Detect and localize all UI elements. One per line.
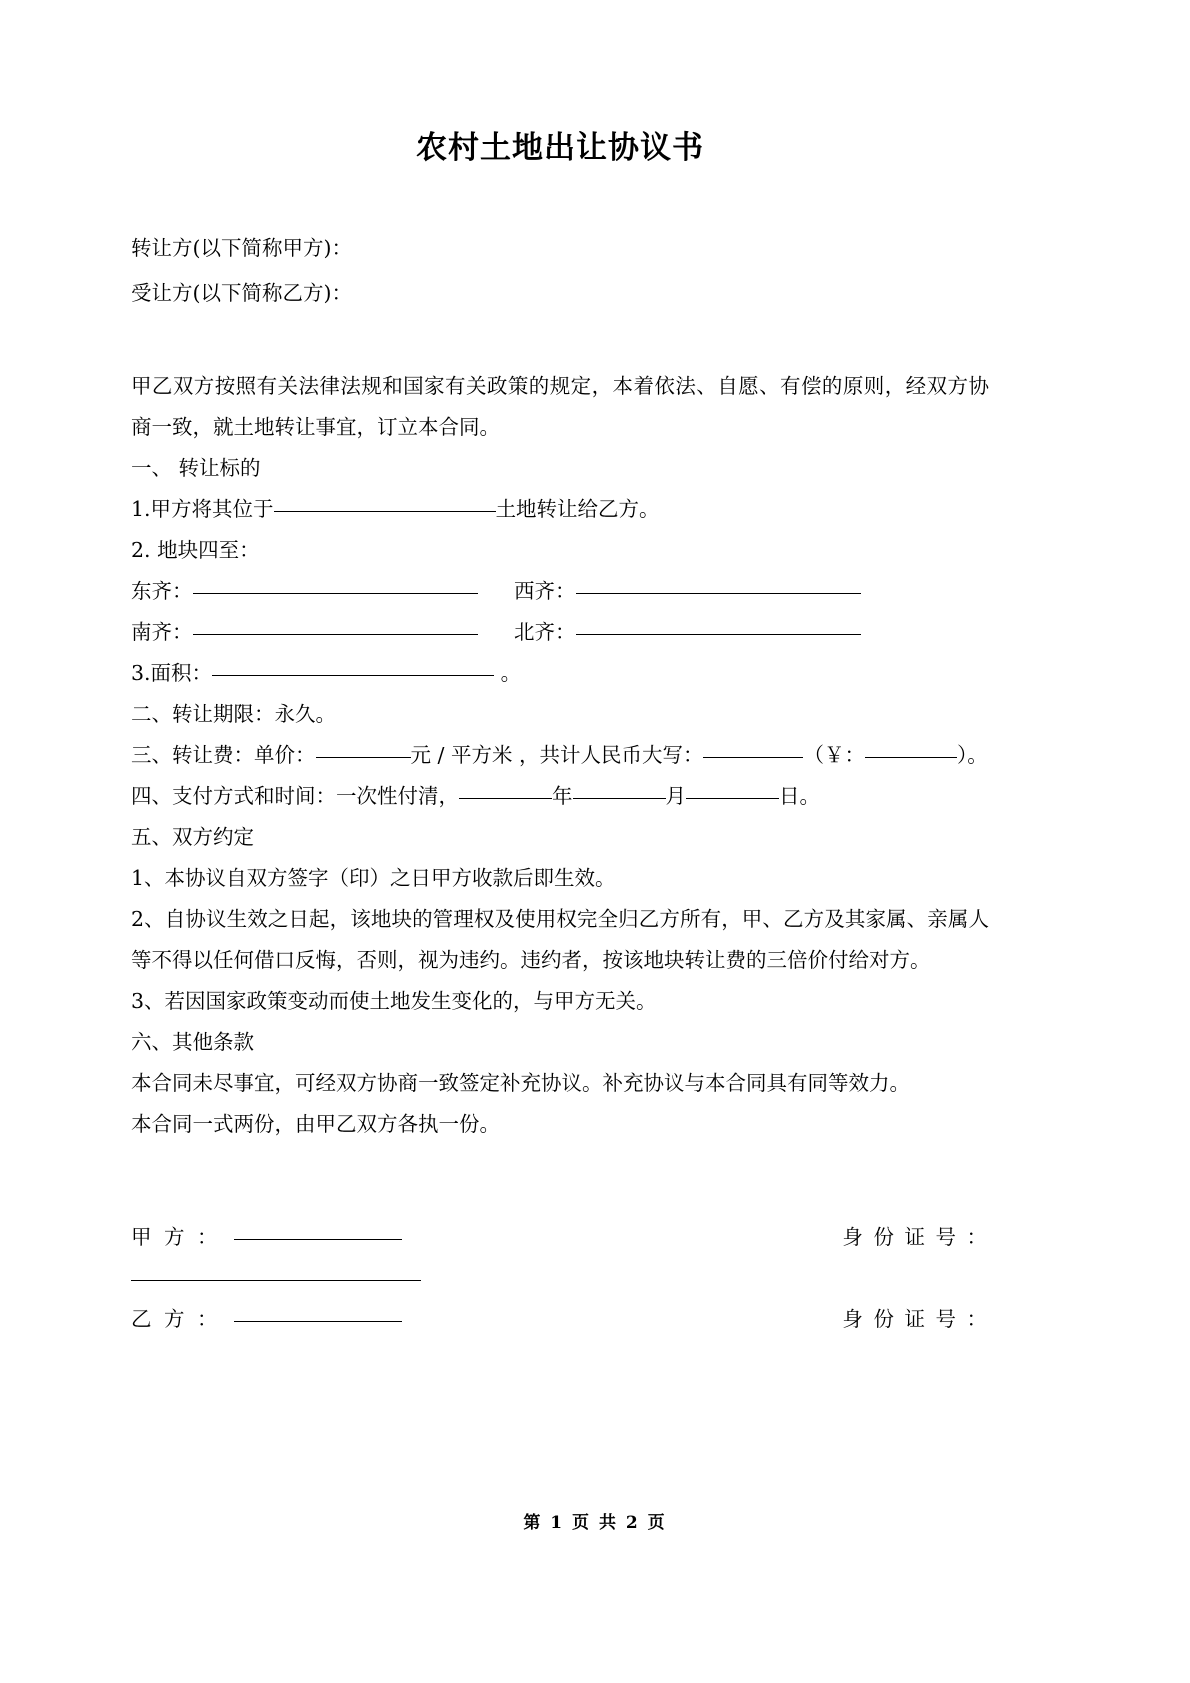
fee-mid: 元 / 平方米 ，共计人民币大写： bbox=[410, 743, 704, 768]
spacer-signature bbox=[131, 1145, 989, 1195]
section-3-fee bbox=[131, 735, 989, 776]
item-1-suffix: 土地转让给乙方。 bbox=[495, 497, 660, 522]
fee-prefix: 三、转让费：单价： bbox=[131, 743, 316, 768]
location-blank[interactable] bbox=[274, 510, 496, 512]
section-5-heading: 五、双方约定 bbox=[131, 825, 254, 850]
total-words-blank[interactable] bbox=[703, 756, 803, 758]
signature-row-party-a bbox=[131, 1217, 989, 1258]
section-1-item-3 bbox=[131, 653, 989, 694]
section-1-heading: 一、 转让标的 bbox=[131, 456, 261, 481]
boundary-west-label: 西齐： bbox=[514, 579, 576, 604]
boundary-row-south-north bbox=[131, 612, 989, 653]
year-label: 年 bbox=[552, 784, 573, 809]
boundary-east-label: 东齐： bbox=[131, 579, 193, 604]
signature-row-party-b bbox=[131, 1299, 989, 1340]
party-a-overflow-blank-row bbox=[131, 1258, 989, 1299]
party-block bbox=[131, 226, 989, 316]
fee-currency-close: ）。 bbox=[956, 743, 988, 768]
payment-prefix: 四、支付方式和时间：一次性付清， bbox=[131, 784, 459, 809]
section-4-payment bbox=[131, 776, 989, 817]
spacer-signature-2 bbox=[131, 1195, 989, 1217]
party-a-overflow-blank[interactable] bbox=[131, 1279, 421, 1281]
transferee-line: 受让方(以下简称乙方)： bbox=[131, 281, 352, 306]
boundary-north-blank[interactable] bbox=[576, 633, 861, 635]
boundary-east-blank[interactable] bbox=[193, 592, 478, 594]
party-b-blank[interactable] bbox=[234, 1320, 402, 1322]
transferor-line: 转让方(以下简称甲方)： bbox=[131, 236, 352, 261]
document-body bbox=[131, 0, 989, 1340]
section-5-item-1: 1、本协议自双方签字（印）之日甲方收款后即生效。 bbox=[131, 866, 616, 891]
spacer-preamble bbox=[131, 316, 989, 366]
boundary-row-east-west bbox=[131, 571, 989, 612]
fee-currency-open: （￥： bbox=[803, 743, 865, 768]
area-suffix: 。 bbox=[500, 661, 522, 686]
section-2-term: 二、转让期限：永久。 bbox=[131, 702, 336, 727]
area-label: 3.面积： bbox=[131, 661, 213, 686]
section-5-item-3: 3、若因国家政策变动而使土地发生变化的，与甲方无关。 bbox=[131, 989, 657, 1014]
section-1-item-1 bbox=[131, 489, 989, 530]
section-6-heading: 六、其他条款 bbox=[131, 1030, 254, 1055]
boundary-south-blank[interactable] bbox=[193, 633, 478, 635]
party-b-id-label: 身 份 证 号 ： bbox=[842, 1307, 989, 1332]
party-b-signature bbox=[131, 1299, 402, 1340]
boundary-west bbox=[514, 571, 989, 612]
section-6-paragraph-1: 本合同未尽事宜，可经双方协商一致签定补充协议。补充协议与本合同具有同等效力。 bbox=[131, 1071, 910, 1096]
unit-price-blank[interactable] bbox=[316, 756, 411, 758]
section-5-item-2: 2、自协议生效之日起，该地块的管理权及使用权完全归乙方所有，甲、乙方及其家属、亲属人等不得以任何借口反悔，否则，视为违约。违约者，按该地块转让费的三倍价付给对方。 bbox=[131, 907, 989, 973]
page-title: 农村土地出让协议书 bbox=[416, 130, 704, 166]
boundary-east bbox=[131, 571, 514, 612]
party-a-label: 甲 方 ： bbox=[131, 1225, 221, 1250]
party-a-blank[interactable] bbox=[234, 1238, 402, 1240]
month-label: 月 bbox=[665, 784, 686, 809]
party-b-label: 乙 方 ： bbox=[131, 1307, 221, 1332]
boundary-west-blank[interactable] bbox=[576, 592, 861, 594]
preamble-paragraph: 甲乙双方按照有关法律法规和国家有关政策的规定，本着依法、自愿、有偿的原则，经双方协商一致，就土地转让事宜，订立本合同。 bbox=[131, 374, 989, 440]
boundary-south-label: 南齐： bbox=[131, 620, 193, 645]
boundary-south bbox=[131, 612, 514, 653]
year-blank[interactable] bbox=[459, 797, 552, 799]
month-blank[interactable] bbox=[573, 797, 666, 799]
boundary-north-label: 北齐： bbox=[514, 620, 576, 645]
section-1-item-2: 2. 地块四至： bbox=[131, 538, 260, 563]
page-footer: 第 1 页 共 2 页 bbox=[523, 1513, 667, 1533]
day-blank[interactable] bbox=[686, 797, 779, 799]
item-1-prefix: 1.甲方将其位于 bbox=[131, 497, 274, 522]
party-a-signature bbox=[131, 1217, 402, 1258]
area-blank[interactable] bbox=[212, 674, 494, 676]
party-a-id-label: 身 份 证 号 ： bbox=[842, 1225, 989, 1250]
section-6-paragraph-2: 本合同一式两份，由甲乙双方各执一份。 bbox=[131, 1112, 500, 1137]
boundary-north bbox=[514, 612, 989, 653]
total-amount-blank[interactable] bbox=[865, 756, 957, 758]
day-label: 日。 bbox=[779, 784, 820, 809]
